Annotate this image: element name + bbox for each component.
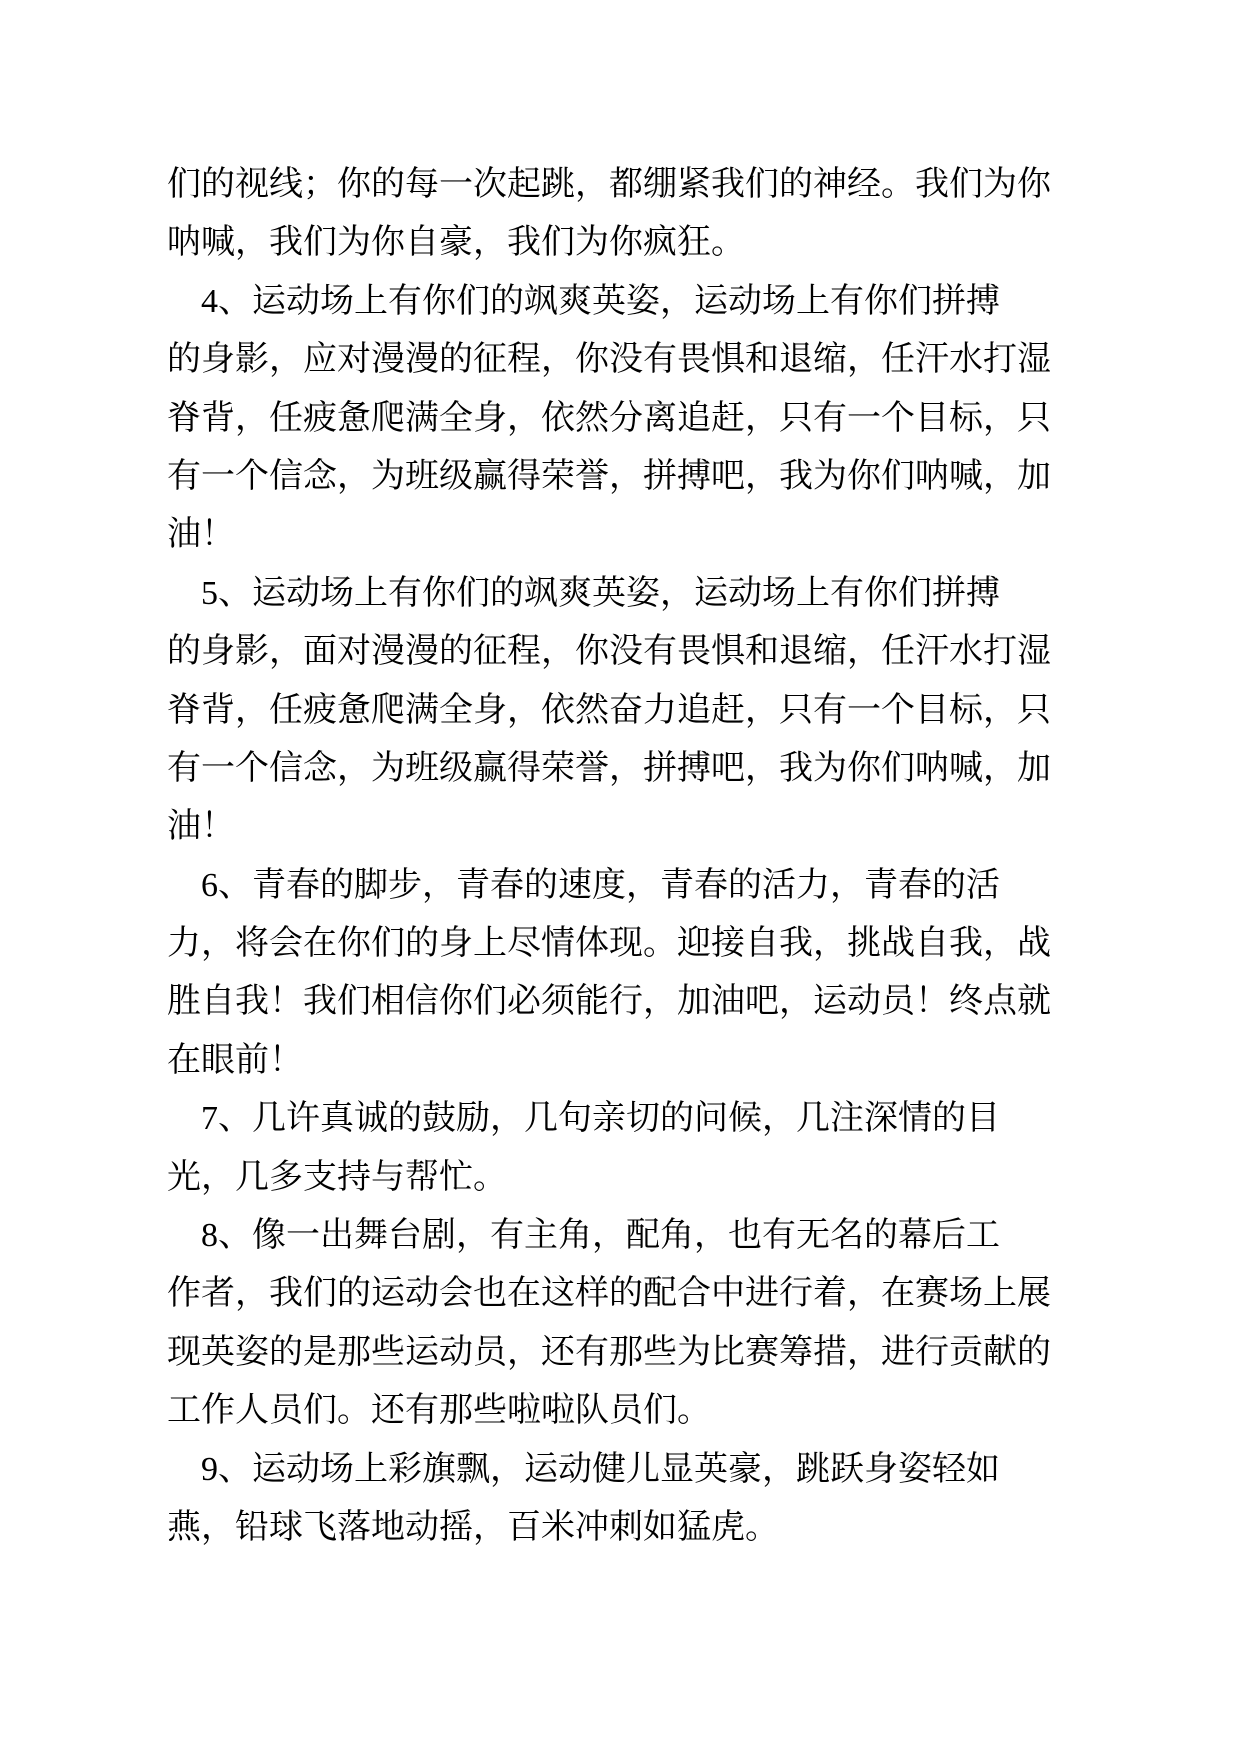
- text-line: 有一个信念，为班级赢得荣誉，拼搏吧，我为你们呐喊，加: [167, 749, 1051, 787]
- text-line: 工作人员们。还有那些啦啦队员们。: [167, 1392, 711, 1430]
- text-line: 脊背，任疲惫爬满全身，依然分离追赶，只有一个目标，只: [167, 399, 1051, 437]
- text-line: 呐喊，我们为你自豪，我们为你疯狂。: [167, 224, 745, 262]
- text-line: 有一个信念，为班级赢得荣誉，拼搏吧，我为你们呐喊，加: [167, 457, 1051, 495]
- text-line: 9、运动场上彩旗飘，运动健儿显英豪，跳跃身姿轻如: [167, 1450, 1000, 1488]
- text-line: 8、像一出舞台剧，有主角，配角，也有无名的幕后工: [167, 1217, 1000, 1255]
- text-line: 现英姿的是那些运动员，还有那些为比赛筹措，进行贡献的: [167, 1333, 1051, 1371]
- text-line: 燕，铅球飞落地动摇，百米冲刺如猛虎。: [167, 1508, 779, 1546]
- text-line: 7、几许真诚的鼓励，几句亲切的问候，几注深情的目: [167, 1100, 1000, 1138]
- text-line: 光，几多支持与帮忙。: [167, 1158, 507, 1196]
- text-line: 油！: [167, 516, 235, 554]
- text-line: 胜自我！我们相信你们必须能行，加油吧，运动员！终点就: [167, 983, 1051, 1021]
- text-line: 力，将会在你们的身上尽情体现。迎接自我，挑战自我，战: [167, 925, 1051, 963]
- text-line: 脊背，任疲惫爬满全身，依然奋力追赶，只有一个目标，只: [167, 691, 1051, 729]
- text-line: 的身影，面对漫漫的征程，你没有畏惧和退缩，任汗水打湿: [167, 633, 1051, 671]
- text-line: 5、运动场上有你们的飒爽英姿，运动场上有你们拼搏: [167, 574, 1000, 612]
- text-line: 作者，我们的运动会也在这样的配合中进行着，在赛场上展: [167, 1275, 1051, 1313]
- text-line: 们的视线；你的每一次起跳，都绷紧我们的神经。我们为你: [167, 166, 1051, 203]
- text-line: 4、运动场上有你们的飒爽英姿，运动场上有你们拼搏: [167, 282, 1000, 320]
- text-line: 的身影，应对漫漫的征程，你没有畏惧和退缩，任汗水打湿: [167, 341, 1051, 379]
- document-text-body: [167, 156, 1062, 1557]
- text-line: 6、青春的脚步，青春的速度，青春的活力，青春的活: [167, 866, 1000, 904]
- text-line: 在眼前！: [167, 1041, 303, 1079]
- text-line: 油！: [167, 808, 235, 846]
